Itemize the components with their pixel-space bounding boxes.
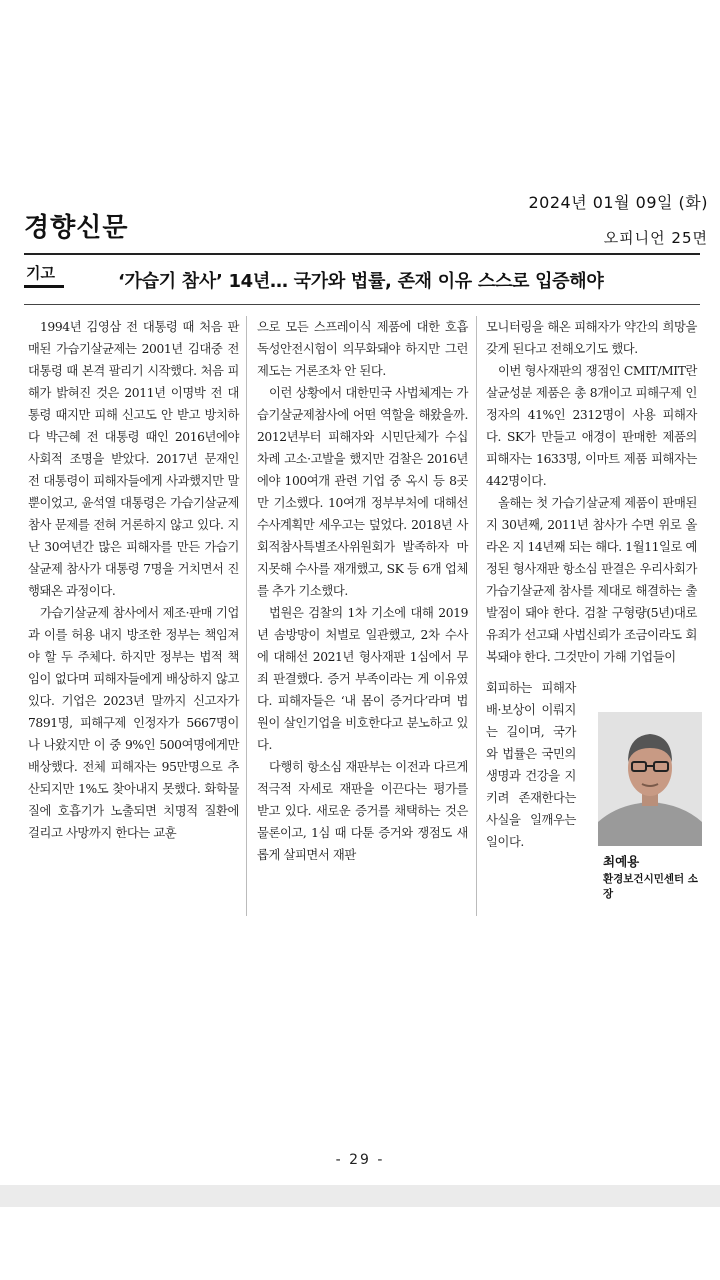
paragraph: 다행히 항소심 재판부는 이전과 다르게 적극적 자세로 재판을 이끈다는 평가를 받고 있다. 새로운 증거를 채택하는 것은 물론이고, 1심 때 다툰 증거와 쟁점도 새롭게 살피면서 재판	[257, 760, 468, 862]
newspaper-logo: 경향신문	[24, 213, 129, 243]
paragraph: 이런 상황에서 대한민국 사법체계는 가습기살균제참사에 어떤 역할을 해왔을까. 2012년부터 피해자와 시민단체가 수십차례 고소·고발을 했지만 검찰은 2016년에야 100여개 관련 기업 중 옥시 등 8곳만 기소했다. 10여개 정부부처에 대해선 수사계획만 세우고는 덮었다. 2018년 사회적참사특별조사위원회가 발족하자 마지못해 수사를 재개했고, SK 등 6개 업체를 추가 기소했다.	[257, 386, 468, 598]
headline-rule	[24, 304, 700, 305]
article-headline: ‘가습기 참사’ 14년… 국가와 법률, 존재 이유 스스로 입증해야	[118, 271, 604, 292]
page-number: - 29 -	[335, 1152, 385, 1168]
column-divider	[476, 316, 477, 916]
paragraph: 법원은 검찰의 1차 기소에 대해 2019년 솜방망이 처벌로 일관했고, 2차 수사에 대해선 2021년 형사재판 1심에서 무죄 판결했다. 증거 부족이라는 게 이유였다. 피해자들은 ‘내 몸이 증거다’라며 법원이 살인기업을 비호한다고 분노하고 있다.	[257, 606, 468, 752]
publication-date: 2024년 01월 09일 (화)	[528, 193, 708, 212]
author-title: 환경보건시민센터 소장	[603, 873, 698, 900]
article-label: 기고	[26, 264, 55, 282]
label-underline	[24, 285, 64, 288]
paragraph: 으로 모든 스프레이식 제품에 대한 호흡독성안전시험이 의무화돼야 하지만 그런 제도는 거론조차 안 된다.	[257, 320, 468, 378]
header-rule	[24, 253, 700, 255]
author-portrait-icon	[598, 712, 702, 846]
article-column-1	[28, 316, 239, 844]
author-name: 최예용	[603, 854, 640, 869]
viewer-bottom-area	[0, 1185, 720, 1280]
paragraph: 가습기살균제 참사에서 제조·판매 기업과 이를 허용 내지 방조한 정부는 책임져야 할 두 주체다. 하지만 정부는 법적 책임이 없다며 피해자들에게 배상하지 않고 있다. 기업은 2023년 말까지 신고자가 7891명, 피해구제 인정자가 5667명이나 나왔지만 이 중 9%인 500여명에게만 배상했다. 전체 피해자는 95만명으로 추산되지만 1%도 찾아내지 못했다. 화학물질에 호흡기가 노출되면 치명적 질환에 걸리고 사망까지 한다는 교훈	[28, 606, 239, 840]
paragraph: 모니터링을 해온 피해자가 약간의 희망을 갖게 된다고 전해오기도 했다.	[486, 320, 697, 356]
paragraph: 올해는 첫 가습기살균제 제품이 판매된 지 30년째, 2011년 참사가 수면 위로 올라온 지 14년째 되는 해다. 1월11일로 예정된 형사재판 항소심 판결은 우리사회가 가습기살균제 참사를 제대로 해결하는 출발점이 돼야 한다. 검찰 구형량(5년)대로 유죄가 선고돼 사법신뢰가 조금이라도 회복돼야 한다. 그것만이 가해 기업들이	[486, 496, 697, 664]
article-column-3-continued	[486, 677, 576, 853]
section-page-info: 오피니언 25면	[603, 229, 708, 247]
column-divider	[246, 316, 247, 916]
paragraph: 회피하는 피해자 배·보상이 이뤄지는 길이며, 국가와 법률은 국민의 생명과 건강을 지키려 존재한다는 사실을 일깨우는 일이다.	[486, 681, 576, 849]
paragraph: 이번 형사재판의 쟁점인 CMIT/MIT란 살균성분 제품은 총 8개이고 피해구제 인정자의 41%인 2312명이 사용 피해자다. SK가 만들고 애경이 판매한 제품의 피해자는 1633명, 이마트 제품 피해자는 442명이다.	[486, 364, 697, 488]
paragraph: 1994년 김영삼 전 대통령 때 처음 판매된 가습기살균제는 2001년 김대중 전 대통령 때 본격 팔리기 시작했다. 처음 피해가 밝혀진 것은 2011년 이명박 전 대통령 때지만 피해 신고도 안 받고 방치하다 박근혜 전 대통령 때인 2016년에야 사회적 조명을 받았다. 2017년 문재인 전 대통령이 피해자들에게 사과했지만 말뿐이었고, 윤석열 대통령은 가습기살균제 참사 문제를 전혀 거론하지 않고 있다. 지난 30여년간 많은 피해자를 만든 가습기살균제 참사가 대통령 7명을 거치면서 진행돼온 과정이다.	[28, 320, 239, 598]
author-photo	[598, 712, 702, 846]
article-column-2	[257, 316, 468, 866]
article-column-3	[486, 316, 697, 668]
